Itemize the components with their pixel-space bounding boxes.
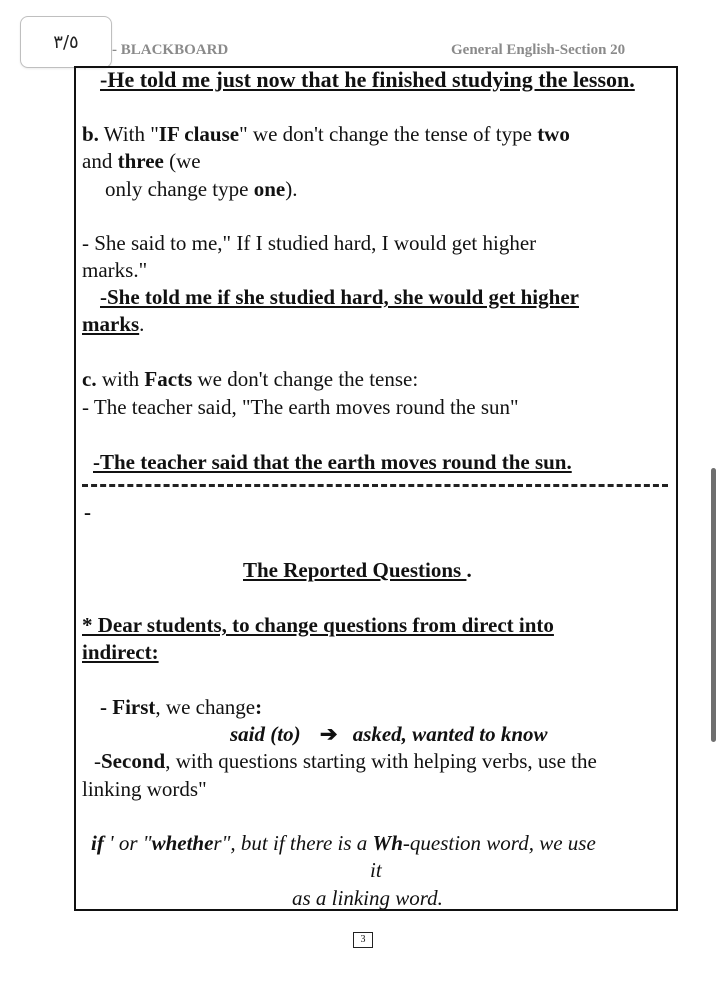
divider-trailing-dash: - (84, 500, 91, 524)
second-term: Second (101, 749, 166, 773)
dashed-divider (82, 484, 668, 487)
if-term: if (91, 831, 104, 855)
example-c: - The teacher said, "The earth moves round the sun" (82, 395, 519, 419)
rule-b-label: b. (82, 122, 99, 146)
rule-c-text: with (96, 367, 145, 391)
type-two-term: two (537, 122, 570, 146)
scrollbar-thumb[interactable] (711, 468, 716, 742)
linking-text: r", but if there is a (213, 831, 373, 855)
first-dash: - (100, 695, 113, 719)
rule-c-label: c. (82, 367, 97, 391)
said-to-term: said (to) (230, 722, 301, 746)
page-indicator-text: ٣/٥ (53, 31, 79, 53)
intro-line1: * Dear students, to change questions from direct into (82, 613, 554, 637)
example-b-line1: - She said to me," If I studied hard, I would get higher (82, 231, 537, 255)
rule-b-line2 (82, 149, 201, 174)
arrow-icon: ➔ (319, 722, 338, 746)
header-dash: - (112, 42, 117, 58)
second-dash: - (94, 749, 101, 773)
rule-b-text: (we (163, 149, 201, 173)
second-text: , with questions starting with helping verbs, use the (165, 749, 597, 773)
facts-term: Facts (144, 367, 193, 391)
header-course-label (112, 42, 228, 59)
linking-text: -question word, we use (402, 831, 596, 855)
second-step (94, 749, 597, 774)
linking-words-line (91, 831, 596, 856)
header-left-text: BLACKBOARD (120, 42, 229, 58)
answer-b-text: marks (82, 312, 140, 336)
rule-c-line1 (82, 367, 418, 392)
rule-b-line3 (105, 177, 297, 202)
linking-last-line: as a linking word. (292, 886, 443, 910)
answer-b-line2 (82, 312, 144, 337)
page-number: 3 (353, 932, 373, 948)
said-to-conversion (230, 722, 548, 747)
wh-term: Wh (372, 831, 403, 855)
first-term: First (112, 695, 156, 719)
asked-term: asked, wanted to know (352, 722, 548, 746)
rule-b-text: " we don't change the tense of type (239, 122, 538, 146)
rule-c-text: we don't change the tense: (192, 367, 419, 391)
linking-text: ' or " (103, 831, 152, 855)
linking-it: it (370, 858, 382, 882)
if-clause-term: IF clause (158, 122, 240, 146)
section-title (243, 558, 472, 583)
first-colon: : (255, 695, 263, 719)
rule-b-text: only change type (105, 177, 254, 201)
type-three-term: three (117, 149, 164, 173)
second-step-line2: linking words" (82, 777, 207, 801)
rule-b-line1 (82, 122, 570, 147)
example-b-line2: marks." (82, 258, 148, 282)
rule-b-text: ). (285, 177, 298, 201)
answer-b-period: . (139, 312, 145, 336)
rule-b-text: With " (98, 122, 159, 146)
example-answer-a: -He told me just now that he finished studying the lesson. (100, 67, 635, 92)
first-step (100, 695, 262, 720)
answer-b-line1: -She told me if she studied hard, she would get higher (100, 285, 579, 309)
header-section-label: General English-Section 20 (451, 42, 626, 58)
whether-term: whethe (151, 831, 214, 855)
section-title-text: The Reported Questions (243, 558, 467, 582)
page-indicator-badge[interactable] (20, 16, 112, 68)
intro-line2: indirect: (82, 640, 159, 664)
rule-b-text: and (82, 149, 118, 173)
type-one-term: one (253, 177, 286, 201)
section-title-period: . (466, 558, 472, 582)
first-text: , we change (155, 695, 256, 719)
answer-c: -The teacher said that the earth moves round the sun. (93, 450, 572, 474)
